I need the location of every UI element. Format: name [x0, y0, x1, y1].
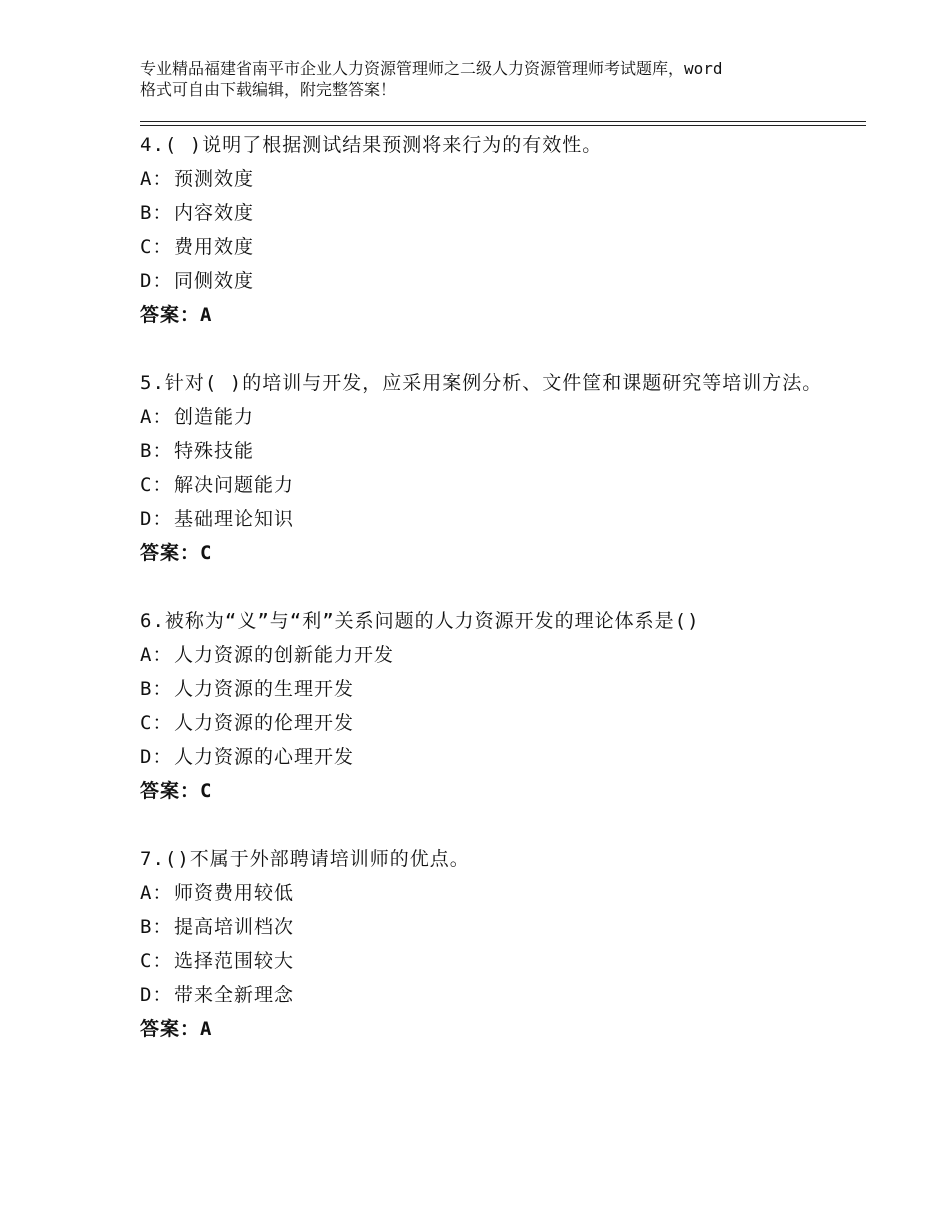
option-key: C： [140, 236, 173, 258]
header-line-2: 格式可自由下载编辑，附完整答案！ [140, 80, 397, 99]
option-a [140, 400, 830, 434]
option-d [140, 264, 830, 298]
option-c [140, 944, 830, 978]
option-text: 带来全新理念 [174, 984, 295, 1006]
option-key: C： [140, 950, 173, 972]
option-b [140, 196, 830, 230]
question-5 [140, 366, 830, 570]
question-text: 5.针对( )的培训与开发，应采用案例分析、文件筐和课题研究等培训方法。 [140, 372, 823, 394]
option-key: A： [140, 406, 173, 428]
option-text: 特殊技能 [174, 440, 255, 462]
option-text: 提高培训档次 [174, 916, 295, 938]
option-text: 费用效度 [174, 236, 255, 258]
option-c [140, 230, 830, 264]
header-divider-top [140, 121, 866, 122]
question-6 [140, 604, 830, 808]
option-key: C： [140, 712, 173, 734]
option-text: 选择范围较大 [174, 950, 295, 972]
question-7 [140, 842, 830, 1046]
option-text: 人力资源的创新能力开发 [174, 644, 395, 666]
option-key: D： [140, 746, 173, 768]
option-key: A： [140, 168, 173, 190]
option-b [140, 910, 830, 944]
option-key: B： [140, 440, 173, 462]
option-text: 预测效度 [174, 168, 255, 190]
question-4 [140, 128, 830, 332]
option-key: D： [140, 984, 173, 1006]
option-text: 人力资源的生理开发 [174, 678, 355, 700]
option-key: B： [140, 678, 173, 700]
option-c [140, 468, 830, 502]
option-text: 创造能力 [174, 406, 255, 428]
question-text: 7.()不属于外部聘请培训师的优点。 [140, 848, 470, 870]
option-text: 内容效度 [174, 202, 255, 224]
option-d [140, 978, 830, 1012]
answer-label: 答案：C [140, 780, 213, 802]
option-key: D： [140, 508, 173, 530]
option-d [140, 740, 830, 774]
answer-label: 答案：A [140, 1018, 213, 1040]
option-key: B： [140, 916, 173, 938]
option-text: 人力资源的心理开发 [174, 746, 355, 768]
option-b [140, 672, 830, 706]
option-d [140, 502, 830, 536]
question-text: 4.( )说明了根据测试结果预测将来行为的有效性。 [140, 134, 603, 156]
header-divider-bottom [140, 125, 866, 126]
option-key: D： [140, 270, 173, 292]
option-text: 师资费用较低 [174, 882, 295, 904]
option-text: 同侧效度 [174, 270, 255, 292]
option-b [140, 434, 830, 468]
option-key: A： [140, 882, 173, 904]
option-a [140, 638, 830, 672]
option-text: 基础理论知识 [174, 508, 295, 530]
answer-label: 答案：A [140, 304, 213, 326]
option-key: A： [140, 644, 173, 666]
option-key: C： [140, 474, 173, 496]
page-header [140, 58, 840, 100]
option-text: 人力资源的伦理开发 [174, 712, 355, 734]
option-text: 解决问题能力 [174, 474, 295, 496]
answer-label: 答案：C [140, 542, 213, 564]
question-text: 6.被称为“义”与“利”关系问题的人力资源开发的理论体系是() [140, 610, 700, 632]
option-a [140, 876, 830, 910]
option-key: B： [140, 202, 173, 224]
header-line-1: 专业精品福建省南平市企业人力资源管理师之二级人力资源管理师考试题库，word [140, 59, 723, 78]
question-list [140, 128, 830, 1080]
option-a [140, 162, 830, 196]
option-c [140, 706, 830, 740]
